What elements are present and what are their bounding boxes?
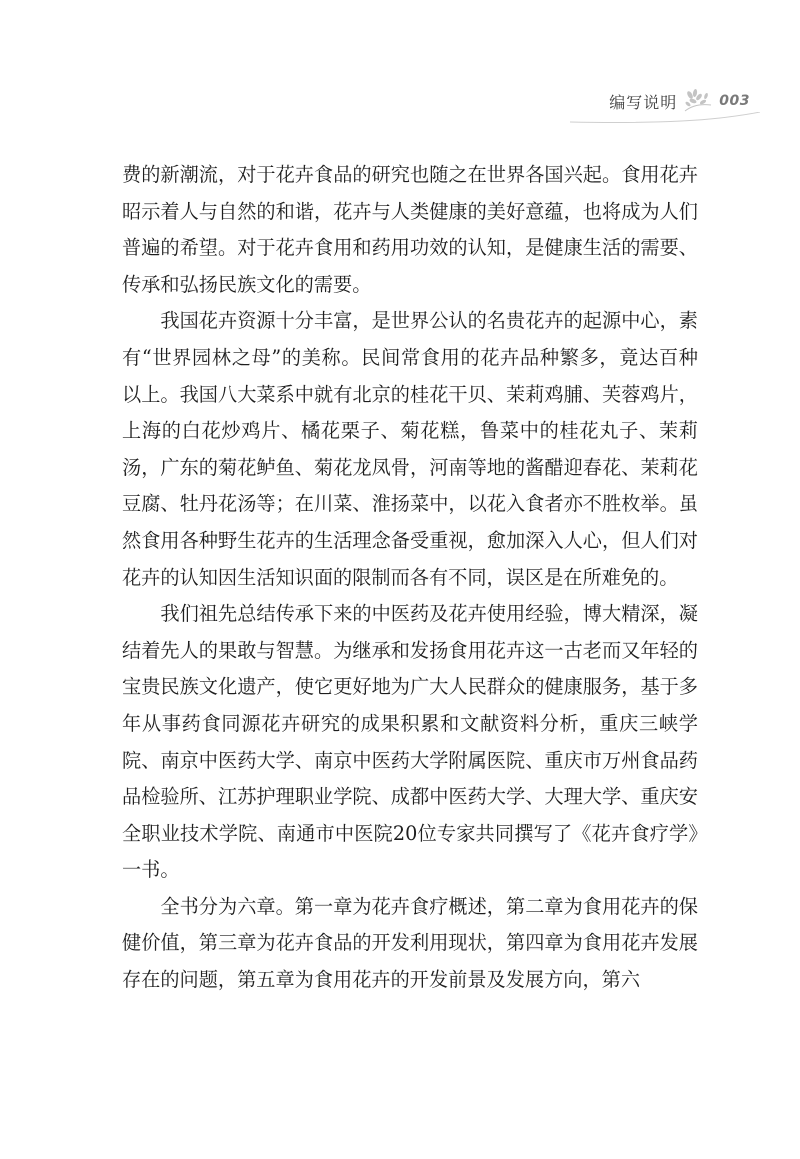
paragraph: 全书分为六章。第一章为花卉食疗概述，第二章为食用花卉的保健价值，第三章为花卉食品的开发利用现状，第四章为食用花卉发展存在的问题，第五章为食用花卉的开发前景及发展方向，第六	[122, 894, 698, 992]
page-number: 003	[719, 93, 750, 109]
flower-sprig-icon	[683, 89, 713, 113]
section-title: 编写说明	[609, 92, 678, 112]
paragraph: 费的新潮流，对于花卉食品的研究也随之在世界各国兴起。食用花卉昭示着人与自然的和谐，花卉与人类健康的美好意蕴，也将成为人们普遍的希望。对于花卉食用和药用功效的认知，是健康生活的需要、传承和弘扬民族文化的需要。	[122, 163, 698, 296]
body-text	[122, 157, 698, 999]
header-rule	[570, 112, 760, 124]
paragraph: 我国花卉资源十分丰富，是世界公认的名贵花卉的起源中心，素有“世界园林之母”的美称。民间常食用的花卉品种繁多，竟达百种以上。我国八大菜系中就有北京的桂花干贝、茉莉鸡脯、芙蓉鸡片，上海的白花炒鸡片、橘花栗子、菊花糕，鲁菜中的桂花丸子、茉莉汤，广东的菊花鲈鱼、菊花龙凤骨，河南等地的酱醋迎春花、茉莉花豆腐、牡丹花汤等；在川菜、淮扬菜中，以花入食者亦不胜枚举。虽然食用各种野生花卉的生活理念备受重视，愈加深入人心，但人们对花卉的认知因生活知识面的限制而各有不同，误区是在所难免的。	[122, 309, 698, 589]
paragraph: 我们祖先总结传承下来的中医药及花卉使用经验，博大精深，凝结着先人的果敢与智慧。为继承和发扬食用花卉这一古老而又年轻的宝贵民族文化遗产，使它更好地为广大人民群众的健康服务，基于多年从事药食同源花卉研究的成果积累和文献资料分析，重庆三峡学院、南京中医药大学、南京中医药大学附属医院、重庆市万州食品药品检验所、江苏护理职业学院、成都中医药大学、大理大学、重庆安全职业技术学院、南通市中医院20位专家共同撰写了《花卉食疗学》一书。	[122, 602, 698, 882]
